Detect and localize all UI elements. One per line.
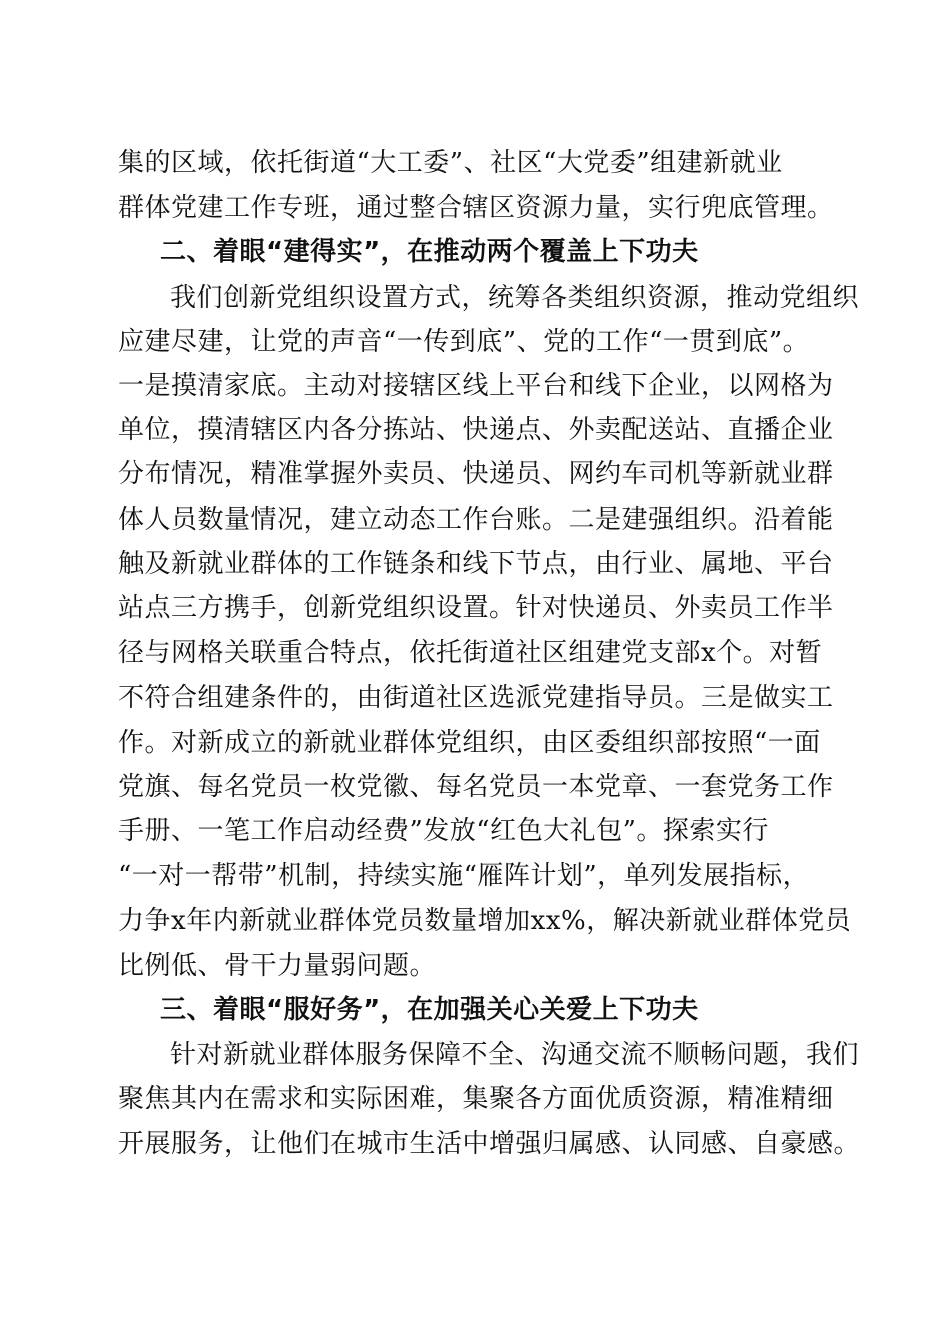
- body-text-line: 站点三方携手，创新党组织设置。针对快递员、外卖员工作半: [118, 593, 834, 623]
- body-text-line: 集的区域，依托街道“大工委”、社区“大党委”组建新就业: [118, 148, 783, 178]
- body-text-line: 应建尽建，让党的声音“一传到底”、党的工作“一贯到底”。: [118, 327, 810, 357]
- section-heading-2: 二、着眼“建得实”，在推动两个覆盖上下功夫: [160, 237, 699, 267]
- body-text-line: 一是摸清家底。主动对接辖区线上平台和线下企业，以网格为: [118, 371, 834, 401]
- body-text-line: “一对一帮带”机制，持续实施“雁阵计划”，单列发展指标，: [118, 861, 810, 891]
- body-text-line: 力争x年内新就业群体党员数量增加xx%，解决新就业群体党员: [118, 906, 852, 936]
- body-text-line: 单位，摸清辖区内各分拣站、快递点、外卖配送站、直播企业: [118, 415, 834, 445]
- body-text-line: 径与网格关联重合特点，依托街道社区组建党支部x个。对暂: [118, 638, 823, 668]
- body-text-line: 党旗、每名党员一枚党徽、每名党员一本党章、一套党务工作: [118, 772, 834, 802]
- body-text-line: 作。对新成立的新就业群体党组织，由区委组织部按照“一面: [118, 728, 821, 758]
- body-text-line: 聚焦其内在需求和实际困难，集聚各方面优质资源，精准精细: [118, 1084, 834, 1114]
- body-text-line: 体人员数量情况，建立动态工作台账。二是建强组织。沿着能: [118, 505, 834, 535]
- section-heading-3: 三、着眼“服好务”，在加强关心关爱上下功夫: [160, 995, 699, 1025]
- body-text-line: 针对新就业群体服务保障不全、沟通交流不顺畅问题，我们: [170, 1040, 860, 1070]
- body-text-line: 触及新就业群体的工作链条和线下节点，由行业、属地、平台: [118, 549, 834, 579]
- body-text-line: 开展服务，让他们在城市生活中增强归属感、认同感、自豪感。: [118, 1129, 861, 1159]
- body-text-line: 我们创新党组织设置方式，统筹各类组织资源，推动党组织: [170, 283, 860, 313]
- body-text-line: 手册、一笔工作启动经费”发放“红色大礼包”。探索实行: [118, 816, 769, 846]
- body-text-line: 群体党建工作专班，通过整合辖区资源力量，实行兜底管理。: [118, 193, 834, 223]
- body-text-line: 不符合组建条件的，由街道社区选派党建指导员。三是做实工: [118, 683, 834, 713]
- body-text-line: 比例低、骨干力量弱问题。: [118, 951, 437, 981]
- body-text-line: 分布情况，精准掌握外卖员、快递员、网约车司机等新就业群: [118, 459, 834, 489]
